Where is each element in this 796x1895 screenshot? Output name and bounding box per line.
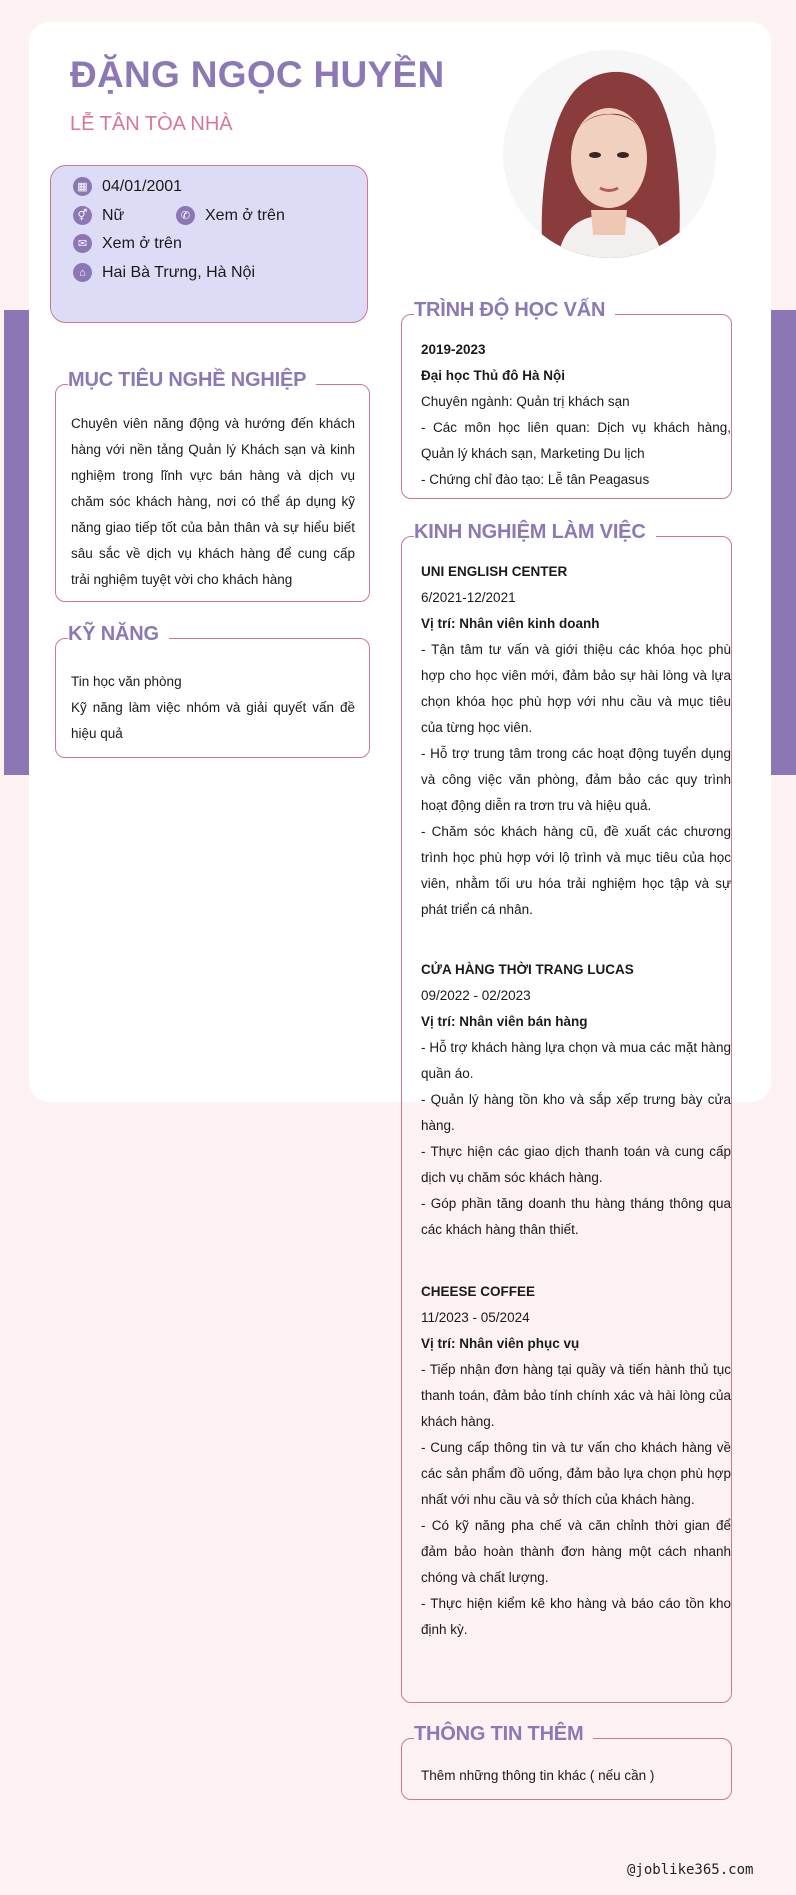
job-duty: - Tiếp nhận đơn hàng tại quầy và tiến hành thủ tục thanh toán, đảm bảo tính chính xác và hài lòng của khách hàng. bbox=[421, 1362, 731, 1429]
education-details bbox=[421, 337, 731, 493]
extra-info-title: THÔNG TIN THÊM bbox=[414, 1723, 593, 1746]
job-company: CHEESE COFFEE bbox=[421, 1284, 536, 1299]
address-value: Hai Bà Trưng, Hà Nội bbox=[102, 263, 255, 281]
email-icon: ✉ bbox=[73, 234, 92, 253]
job-duty: - Thực hiện kiểm kê kho hàng và báo cáo tồn kho định kỳ. bbox=[421, 1596, 731, 1637]
job-period: 11/2023 - 05/2024 bbox=[421, 1310, 530, 1325]
job-duty: - Chăm sóc khách hàng cũ, đề xuất các chương trình học phù hợp với lộ trình và mục tiêu của học viên, nhằm tối ưu hóa trải nghiệm học tập và sự phát triển cá nhân. bbox=[421, 824, 731, 917]
job-duty: - Góp phần tăng doanh thu hàng tháng thông qua các khách hàng thân thiết. bbox=[421, 1196, 731, 1237]
contact-info-box bbox=[50, 165, 368, 323]
objective-text: Chuyên viên năng động và hướng đến khách hàng với nền tảng Quản lý Khách sạn và kinh nghiệm trong lĩnh vực bán hàng và dịch vụ chăm sóc khách hàng, nơi có thể áp dụng kỹ năng giao tiếp tốt của bản thân và sự hiểu biết sâu sắc về dịch vụ khách hàng để cung cấp trải nghiệm tuyệt vời cho khách hàng bbox=[71, 416, 355, 587]
job-position: Vị trí: Nhân viên kinh doanh bbox=[421, 616, 600, 631]
calendar-icon: ▦ bbox=[73, 177, 92, 196]
job-company: CỬA HÀNG THỜI TRANG LUCAS bbox=[421, 962, 634, 977]
address-row bbox=[73, 263, 255, 282]
skill-item: Tin học văn phòng bbox=[71, 674, 182, 689]
birthday-row bbox=[73, 177, 182, 196]
email-value: Xem ở trên bbox=[102, 234, 182, 252]
job-duty: - Hỗ trợ khách hàng lựa chọn và mua các mặt hàng quần áo. bbox=[421, 1040, 731, 1081]
education-certificate: - Chứng chỉ đào tạo: Lễ tân Peagasus bbox=[421, 472, 650, 487]
skills-section bbox=[55, 623, 370, 758]
phone-row bbox=[176, 206, 285, 225]
candidate-role: LỄ TÂN TÒA NHÀ bbox=[70, 113, 233, 135]
candidate-name: ĐẶNG NGỌC HUYỀN bbox=[70, 54, 445, 95]
job-entry bbox=[421, 957, 731, 1243]
gender-row bbox=[73, 206, 124, 225]
skills-title: KỸ NĂNG bbox=[68, 623, 169, 646]
job-position: Vị trí: Nhân viên bán hàng bbox=[421, 1014, 588, 1029]
objective-title: MỤC TIÊU NGHỀ NGHIỆP bbox=[68, 369, 316, 392]
profile-photo bbox=[503, 50, 716, 258]
job-duty: - Hỗ trợ trung tâm trong các hoạt động tuyển dụng và công việc văn phòng, đảm bảo các quy trình hoạt động diễn ra trơn tru và hiệu quả. bbox=[421, 746, 731, 813]
education-courses: - Các môn học liên quan: Dịch vụ khách hàng, Quản lý khách sạn, Marketing Du lịch bbox=[421, 420, 731, 461]
job-entry bbox=[421, 559, 731, 923]
job-duty: - Thực hiện các giao dịch thanh toán và cung cấp dịch vụ chăm sóc khách hàng. bbox=[421, 1144, 731, 1185]
skills-list bbox=[71, 669, 355, 747]
watermark-text: @joblike365.com bbox=[627, 1862, 754, 1878]
education-period: 2019-2023 bbox=[421, 342, 486, 357]
job-period: 6/2021-12/2021 bbox=[421, 590, 516, 605]
phone-icon: ✆ bbox=[176, 206, 195, 225]
birthday-value: 04/01/2001 bbox=[102, 177, 183, 195]
job-period: 09/2022 - 02/2023 bbox=[421, 988, 531, 1003]
objective-section bbox=[55, 369, 370, 602]
experience-title: KINH NGHIỆM LÀM VIỆC bbox=[414, 521, 656, 544]
gender-value: Nữ bbox=[102, 206, 125, 224]
job-duty: - Có kỹ năng pha chế và căn chỉnh thời gian để đảm bảo hoàn thành đơn hàng một cách nhanh chóng và chất lượng. bbox=[421, 1518, 731, 1585]
gender-icon: ⚥ bbox=[73, 206, 92, 225]
job-duty: - Cung cấp thông tin và tư vấn cho khách hàng về các sản phẩm đồ uống, đảm bảo lựa chọn phù hợp nhất với nhu cầu và sở thích của khách hàng. bbox=[421, 1440, 731, 1507]
skill-item: Kỹ năng làm việc nhóm và giải quyết vấn đề hiệu quả bbox=[71, 700, 355, 741]
job-position: Vị trí: Nhân viên phục vụ bbox=[421, 1336, 580, 1351]
right-accent-band bbox=[771, 310, 796, 775]
education-major: Chuyên ngành: Quản trị khách sạn bbox=[421, 394, 630, 409]
education-school: Đại học Thủ đô Hà Nội bbox=[421, 368, 565, 383]
job-duty: - Tận tâm tư vấn và giới thiệu các khóa học phù hợp cho học viên mới, đảm bảo sự hài lòng và lựa chọn khóa học phù hợp với nhu cầu và mục tiêu của từng học viên. bbox=[421, 642, 731, 735]
education-title: TRÌNH ĐỘ HỌC VẤN bbox=[414, 299, 615, 322]
left-accent-band bbox=[4, 310, 30, 775]
job-duty: - Quản lý hàng tồn kho và sắp xếp trưng bày cửa hàng. bbox=[421, 1092, 731, 1133]
home-icon: ⌂ bbox=[73, 263, 92, 282]
extra-info-text: Thêm những thông tin khác ( nếu cần ) bbox=[421, 1768, 655, 1783]
phone-value: Xem ở trên bbox=[205, 206, 285, 224]
email-row bbox=[73, 234, 182, 253]
job-company: UNI ENGLISH CENTER bbox=[421, 564, 568, 579]
job-entry bbox=[421, 1279, 731, 1643]
